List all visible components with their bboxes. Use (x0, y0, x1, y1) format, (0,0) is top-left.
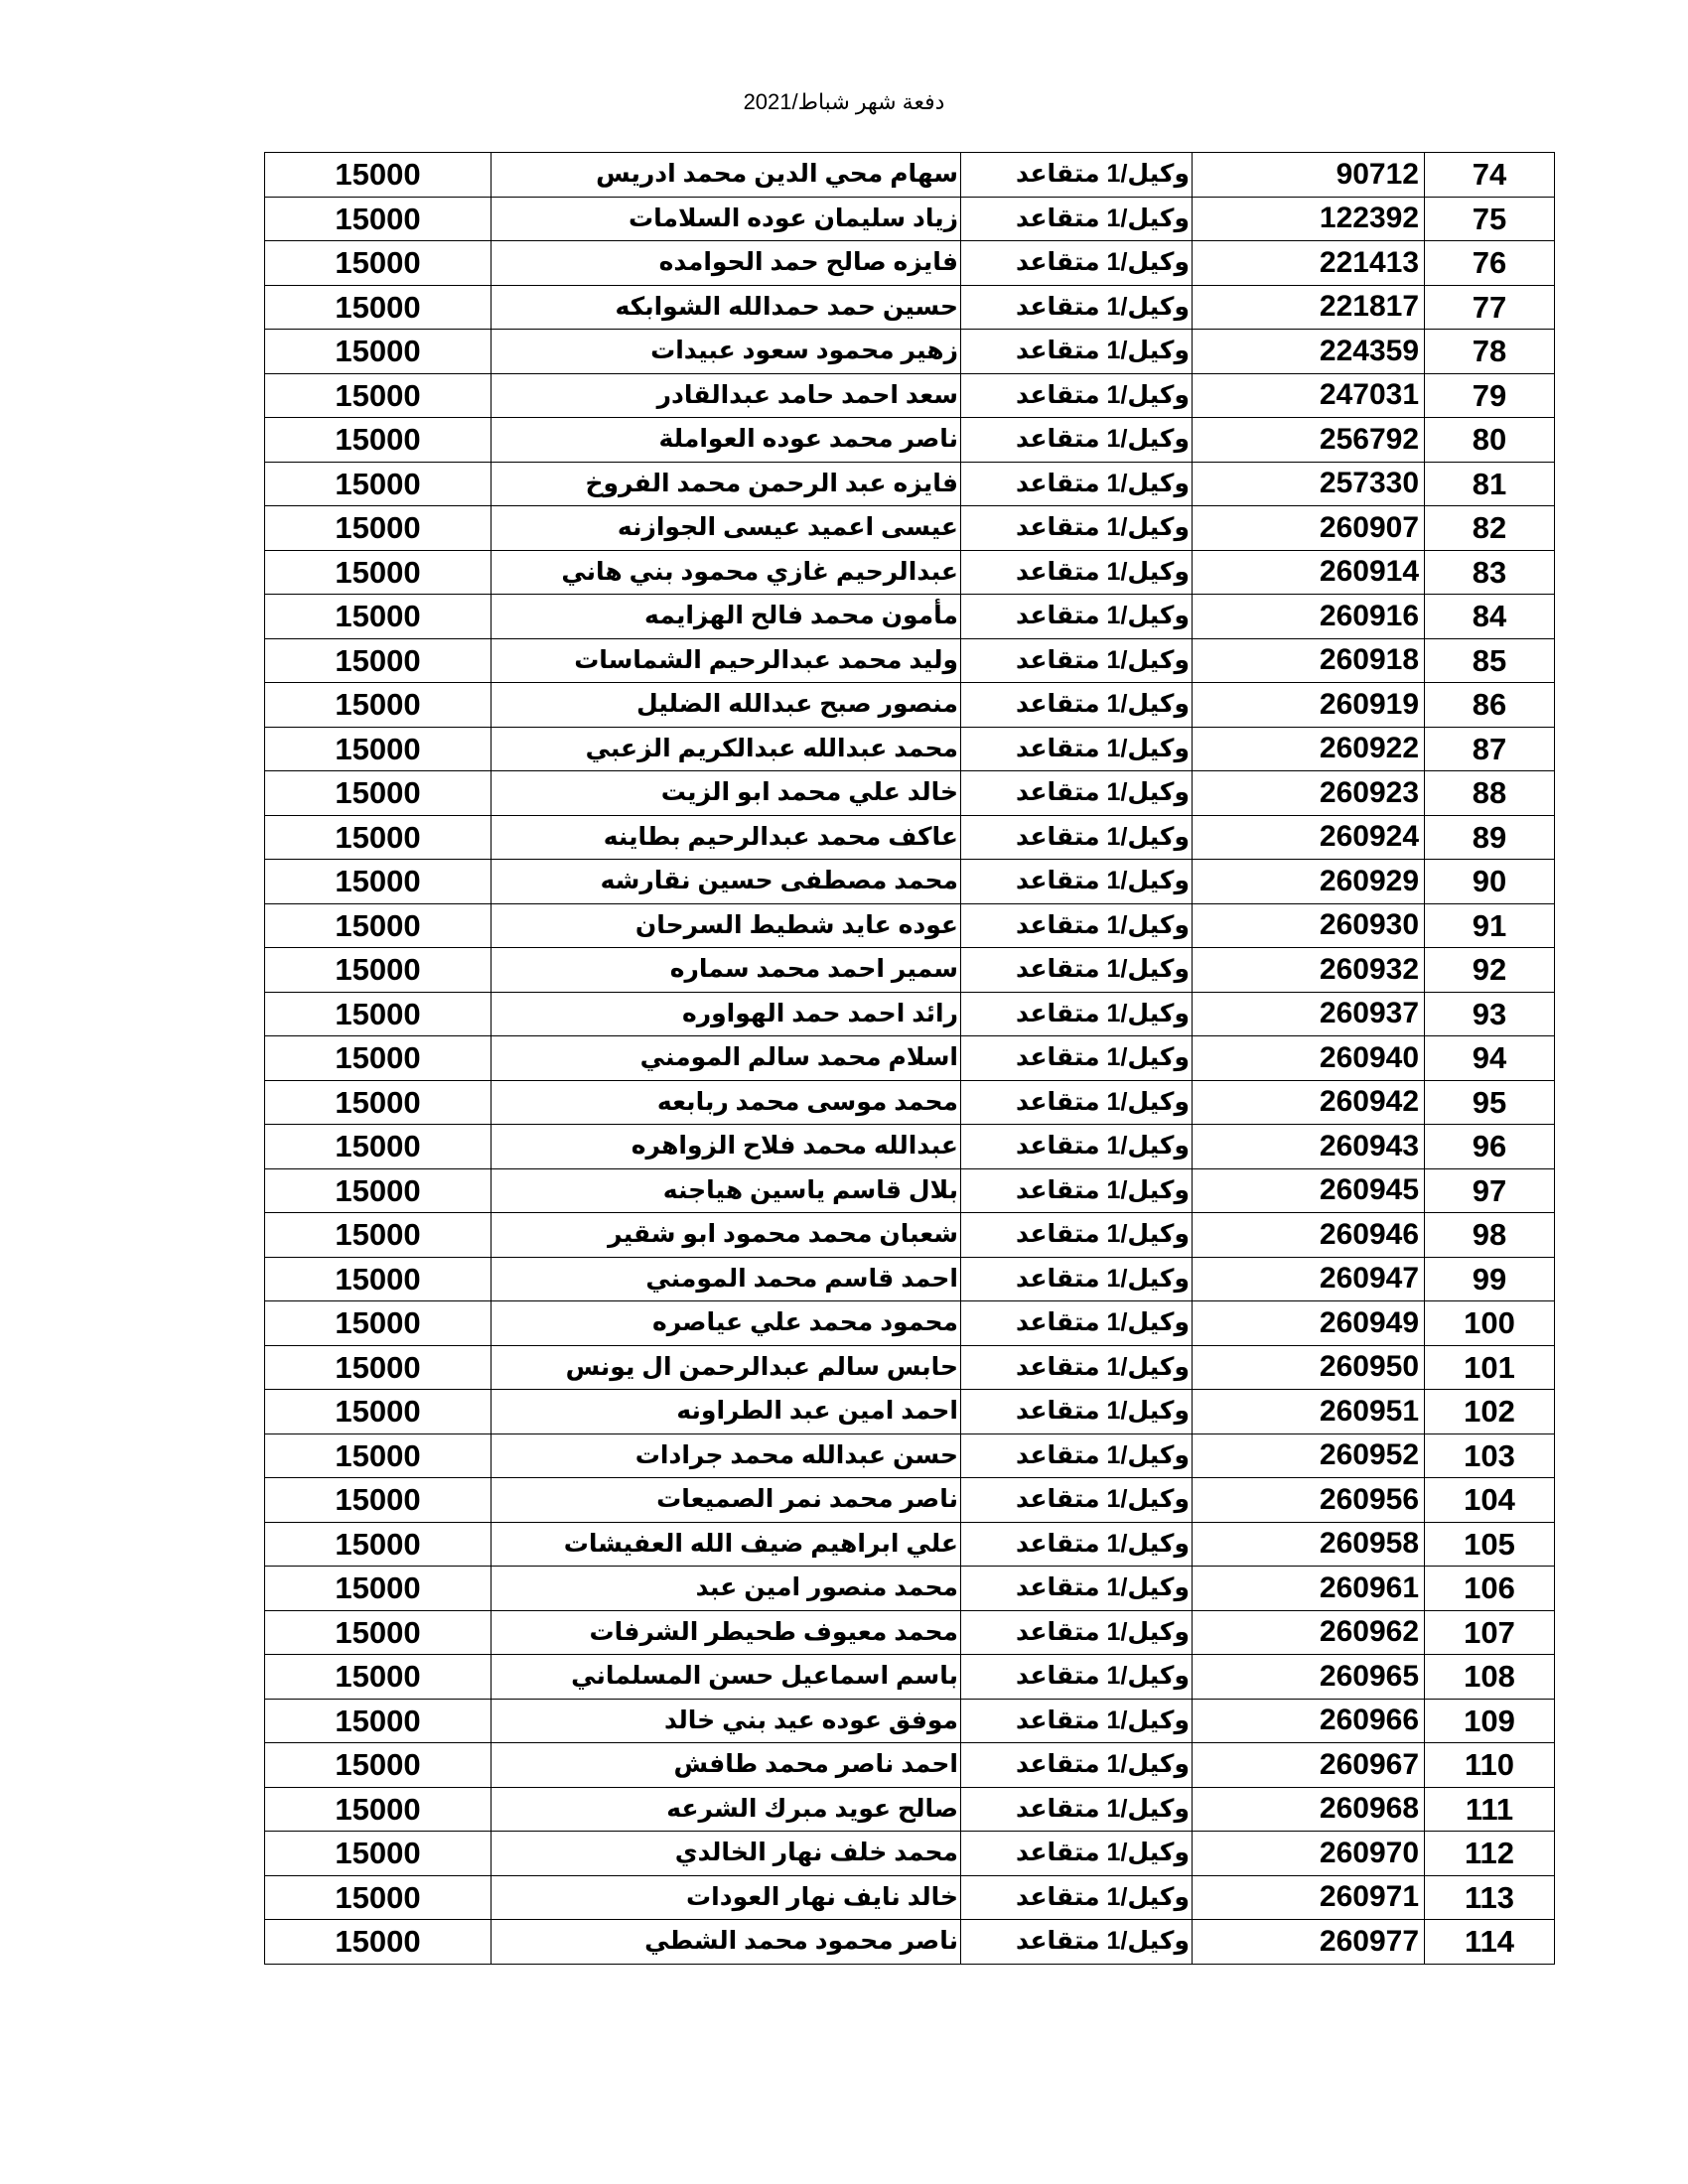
member-id: 260971 (1193, 1875, 1425, 1920)
table-row (265, 285, 1555, 330)
table-row (265, 1301, 1555, 1346)
member-name: اسلام محمد سالم المومني (492, 1036, 961, 1081)
payment-amount: 15000 (265, 550, 492, 595)
member-type: وكيل/1 متقاعد (961, 1655, 1193, 1700)
member-type: وكيل/1 متقاعد (961, 595, 1193, 639)
table-row (265, 771, 1555, 816)
row-number: 105 (1425, 1522, 1555, 1567)
member-id: 257330 (1193, 462, 1425, 506)
row-number: 76 (1425, 241, 1555, 286)
member-id: 90712 (1193, 153, 1425, 198)
member-name: حسين حمد حمدالله الشوابكه (492, 285, 961, 330)
row-number: 104 (1425, 1478, 1555, 1523)
table-row (265, 550, 1555, 595)
member-type: وكيل/1 متقاعد (961, 1567, 1193, 1611)
row-number: 88 (1425, 771, 1555, 816)
payment-amount: 15000 (265, 418, 492, 463)
payment-amount: 15000 (265, 1390, 492, 1434)
member-id: 260942 (1193, 1080, 1425, 1125)
member-id: 260943 (1193, 1125, 1425, 1169)
payment-amount: 15000 (265, 1787, 492, 1832)
member-id: 260907 (1193, 506, 1425, 551)
table-row (265, 860, 1555, 904)
row-number: 80 (1425, 418, 1555, 463)
table-row (265, 1257, 1555, 1301)
payment-amount: 15000 (265, 1875, 492, 1920)
member-name: ناصر محمد نمر الصميعات (492, 1478, 961, 1523)
payment-table-body (265, 153, 1555, 1965)
member-name: فايزه صالح حمد الحوامده (492, 241, 961, 286)
payment-amount: 15000 (265, 595, 492, 639)
member-type: وكيل/1 متقاعد (961, 1610, 1193, 1655)
table-row (265, 1522, 1555, 1567)
table-row (265, 418, 1555, 463)
member-id: 256792 (1193, 418, 1425, 463)
payment-amount: 15000 (265, 462, 492, 506)
table-row (265, 595, 1555, 639)
member-name: محمود محمد علي عياصره (492, 1301, 961, 1346)
payment-amount: 15000 (265, 1345, 492, 1390)
table-row (265, 1610, 1555, 1655)
row-number: 112 (1425, 1832, 1555, 1876)
row-number: 87 (1425, 727, 1555, 771)
row-number: 94 (1425, 1036, 1555, 1081)
row-number: 99 (1425, 1257, 1555, 1301)
table-row (265, 727, 1555, 771)
payment-amount: 15000 (265, 1522, 492, 1567)
member-id: 247031 (1193, 373, 1425, 418)
member-id: 260940 (1193, 1036, 1425, 1081)
member-name: محمد منصور امين عبد (492, 1567, 961, 1611)
row-number: 107 (1425, 1610, 1555, 1655)
table-row (265, 1345, 1555, 1390)
member-name: محمد مصطفى حسين نقارشه (492, 860, 961, 904)
payment-amount: 15000 (265, 506, 492, 551)
payment-table-container (264, 152, 1540, 1965)
table-row (265, 241, 1555, 286)
member-type: وكيل/1 متقاعد (961, 1478, 1193, 1523)
payment-amount: 15000 (265, 1080, 492, 1125)
member-name: احمد امين عبد الطراونه (492, 1390, 961, 1434)
table-row (265, 330, 1555, 374)
payment-amount: 15000 (265, 1920, 492, 1965)
row-number: 95 (1425, 1080, 1555, 1125)
row-number: 93 (1425, 992, 1555, 1036)
row-number: 111 (1425, 1787, 1555, 1832)
member-type: وكيل/1 متقاعد (961, 948, 1193, 993)
member-name: عوده عايد شطيط السرحان (492, 903, 961, 948)
table-row (265, 1433, 1555, 1478)
member-name: باسم اسماعيل حسن المسلماني (492, 1655, 961, 1700)
payment-amount: 15000 (265, 1743, 492, 1788)
member-id: 260947 (1193, 1257, 1425, 1301)
member-name: ناصر محمود محمد الشطي (492, 1920, 961, 1965)
member-name: عاكف محمد عبدالرحيم بطاينه (492, 815, 961, 860)
table-row (265, 903, 1555, 948)
member-type: وكيل/1 متقاعد (961, 1433, 1193, 1478)
member-id: 260962 (1193, 1610, 1425, 1655)
member-type: وكيل/1 متقاعد (961, 550, 1193, 595)
member-name: شعبان محمد محمود ابو شقير (492, 1213, 961, 1258)
payment-amount: 15000 (265, 903, 492, 948)
member-name: وليد محمد عبدالرحيم الشماسات (492, 638, 961, 683)
table-row (265, 1567, 1555, 1611)
member-type: وكيل/1 متقاعد (961, 1213, 1193, 1258)
member-type: وكيل/1 متقاعد (961, 330, 1193, 374)
payment-amount: 15000 (265, 330, 492, 374)
payment-amount: 15000 (265, 1125, 492, 1169)
member-name: سهام محي الدين محمد ادريس (492, 153, 961, 198)
table-row (265, 1832, 1555, 1876)
member-id: 122392 (1193, 197, 1425, 241)
row-number: 98 (1425, 1213, 1555, 1258)
row-number: 101 (1425, 1345, 1555, 1390)
member-name: عيسى اعميد عيسى الجوازنه (492, 506, 961, 551)
member-id: 260929 (1193, 860, 1425, 904)
payment-amount: 15000 (265, 815, 492, 860)
member-id: 221413 (1193, 241, 1425, 286)
table-row (265, 1787, 1555, 1832)
member-id: 260945 (1193, 1168, 1425, 1213)
member-type: وكيل/1 متقاعد (961, 903, 1193, 948)
member-type: وكيل/1 متقاعد (961, 197, 1193, 241)
table-row (265, 638, 1555, 683)
member-type: وكيل/1 متقاعد (961, 1390, 1193, 1434)
member-id: 260916 (1193, 595, 1425, 639)
member-name: مأمون محمد فالح الهزايمه (492, 595, 961, 639)
member-name: علي ابراهيم ضيف الله العفيشات (492, 1522, 961, 1567)
member-name: زياد سليمان عوده السلامات (492, 197, 961, 241)
row-number: 79 (1425, 373, 1555, 418)
member-type: وكيل/1 متقاعد (961, 418, 1193, 463)
member-name: حابس سالم عبدالرحمن ال يونس (492, 1345, 961, 1390)
table-row (265, 1699, 1555, 1743)
table-row (265, 1213, 1555, 1258)
member-type: وكيل/1 متقاعد (961, 1787, 1193, 1832)
row-number: 77 (1425, 285, 1555, 330)
row-number: 106 (1425, 1567, 1555, 1611)
payment-amount: 15000 (265, 638, 492, 683)
table-row (265, 1920, 1555, 1965)
member-name: سعد احمد حامد عبدالقادر (492, 373, 961, 418)
member-name: صالح عويد مبرك الشرعه (492, 1787, 961, 1832)
payment-table (264, 152, 1555, 1965)
member-type: وكيل/1 متقاعد (961, 1301, 1193, 1346)
member-name: ناصر محمد عوده العواملة (492, 418, 961, 463)
payment-amount: 15000 (265, 1213, 492, 1258)
payment-amount: 15000 (265, 683, 492, 728)
payment-amount: 15000 (265, 1036, 492, 1081)
member-name: حسن عبدالله محمد جرادات (492, 1433, 961, 1478)
row-number: 84 (1425, 595, 1555, 639)
payment-amount: 15000 (265, 1301, 492, 1346)
row-number: 102 (1425, 1390, 1555, 1434)
member-type: وكيل/1 متقاعد (961, 1080, 1193, 1125)
member-name: خالد نايف نهار العودات (492, 1875, 961, 1920)
member-name: محمد معيوف طحيطر الشرفات (492, 1610, 961, 1655)
payment-amount: 15000 (265, 1610, 492, 1655)
row-number: 113 (1425, 1875, 1555, 1920)
row-number: 114 (1425, 1920, 1555, 1965)
table-row (265, 1036, 1555, 1081)
member-type: وكيل/1 متقاعد (961, 1257, 1193, 1301)
member-id: 260930 (1193, 903, 1425, 948)
member-id: 260914 (1193, 550, 1425, 595)
member-name: محمد خلف نهار الخالدي (492, 1832, 961, 1876)
row-number: 81 (1425, 462, 1555, 506)
row-number: 90 (1425, 860, 1555, 904)
table-row (265, 1390, 1555, 1434)
payment-amount: 15000 (265, 197, 492, 241)
row-number: 89 (1425, 815, 1555, 860)
member-id: 260922 (1193, 727, 1425, 771)
table-row (265, 197, 1555, 241)
member-name: منصور صبح عبدالله الضليل (492, 683, 961, 728)
member-id: 260958 (1193, 1522, 1425, 1567)
member-type: وكيل/1 متقاعد (961, 1699, 1193, 1743)
row-number: 85 (1425, 638, 1555, 683)
table-row (265, 1875, 1555, 1920)
member-type: وكيل/1 متقاعد (961, 1036, 1193, 1081)
member-id: 260949 (1193, 1301, 1425, 1346)
member-type: وكيل/1 متقاعد (961, 727, 1193, 771)
member-type: وكيل/1 متقاعد (961, 860, 1193, 904)
member-id: 260961 (1193, 1567, 1425, 1611)
member-name: عبدالرحيم غازي محمود بني هاني (492, 550, 961, 595)
member-id: 224359 (1193, 330, 1425, 374)
member-type: وكيل/1 متقاعد (961, 1743, 1193, 1788)
table-row (265, 1168, 1555, 1213)
row-number: 109 (1425, 1699, 1555, 1743)
member-type: وكيل/1 متقاعد (961, 1832, 1193, 1876)
member-id: 221817 (1193, 285, 1425, 330)
member-name: زهير محمود سعود عبيدات (492, 330, 961, 374)
member-type: وكيل/1 متقاعد (961, 462, 1193, 506)
payment-amount: 15000 (265, 1433, 492, 1478)
table-row (265, 1478, 1555, 1523)
member-name: محمد عبدالله عبدالكريم الزعبي (492, 727, 961, 771)
member-name: خالد علي محمد ابو الزيت (492, 771, 961, 816)
member-name: محمد موسى محمد ربابعه (492, 1080, 961, 1125)
row-number: 92 (1425, 948, 1555, 993)
payment-amount: 15000 (265, 1567, 492, 1611)
member-id: 260923 (1193, 771, 1425, 816)
table-row (265, 683, 1555, 728)
member-id: 260968 (1193, 1787, 1425, 1832)
member-type: وكيل/1 متقاعد (961, 241, 1193, 286)
member-type: وكيل/1 متقاعد (961, 1522, 1193, 1567)
member-type: وكيل/1 متقاعد (961, 1920, 1193, 1965)
payment-amount: 15000 (265, 1478, 492, 1523)
table-row (265, 1080, 1555, 1125)
member-name: احمد قاسم محمد المومني (492, 1257, 961, 1301)
member-name: موفق عوده عيد بني خالد (492, 1699, 961, 1743)
member-type: وكيل/1 متقاعد (961, 683, 1193, 728)
row-number: 91 (1425, 903, 1555, 948)
member-id: 260924 (1193, 815, 1425, 860)
member-id: 260919 (1193, 683, 1425, 728)
row-number: 75 (1425, 197, 1555, 241)
row-number: 78 (1425, 330, 1555, 374)
member-name: احمد ناصر محمد طافش (492, 1743, 961, 1788)
row-number: 108 (1425, 1655, 1555, 1700)
member-type: وكيل/1 متقاعد (961, 153, 1193, 198)
member-type: وكيل/1 متقاعد (961, 992, 1193, 1036)
member-id: 260956 (1193, 1478, 1425, 1523)
member-id: 260977 (1193, 1920, 1425, 1965)
payment-amount: 15000 (265, 1699, 492, 1743)
payment-amount: 15000 (265, 153, 492, 198)
member-id: 260946 (1193, 1213, 1425, 1258)
table-row (265, 948, 1555, 993)
table-row (265, 1125, 1555, 1169)
row-number: 100 (1425, 1301, 1555, 1346)
payment-amount: 15000 (265, 948, 492, 993)
member-type: وكيل/1 متقاعد (961, 1125, 1193, 1169)
member-type: وكيل/1 متقاعد (961, 373, 1193, 418)
payment-amount: 15000 (265, 1832, 492, 1876)
payment-amount: 15000 (265, 727, 492, 771)
row-number: 110 (1425, 1743, 1555, 1788)
member-type: وكيل/1 متقاعد (961, 1875, 1193, 1920)
member-type: وكيل/1 متقاعد (961, 815, 1193, 860)
row-number: 97 (1425, 1168, 1555, 1213)
payment-amount: 15000 (265, 373, 492, 418)
member-name: فايزه عبد الرحمن محمد الفروخ (492, 462, 961, 506)
payment-amount: 15000 (265, 241, 492, 286)
member-type: وكيل/1 متقاعد (961, 285, 1193, 330)
payment-amount: 15000 (265, 1257, 492, 1301)
row-number: 83 (1425, 550, 1555, 595)
row-number: 74 (1425, 153, 1555, 198)
row-number: 96 (1425, 1125, 1555, 1169)
payment-amount: 15000 (265, 771, 492, 816)
payment-amount: 15000 (265, 1655, 492, 1700)
member-type: وكيل/1 متقاعد (961, 1345, 1193, 1390)
payment-amount: 15000 (265, 992, 492, 1036)
payment-amount: 15000 (265, 285, 492, 330)
row-number: 86 (1425, 683, 1555, 728)
member-id: 260970 (1193, 1832, 1425, 1876)
page-title: دفعة شهر شباط/2021 (743, 89, 945, 114)
table-row (265, 992, 1555, 1036)
payment-amount: 15000 (265, 1168, 492, 1213)
member-id: 260951 (1193, 1390, 1425, 1434)
member-type: وكيل/1 متقاعد (961, 1168, 1193, 1213)
table-row (265, 506, 1555, 551)
member-id: 260965 (1193, 1655, 1425, 1700)
member-id: 260950 (1193, 1345, 1425, 1390)
member-name: بلال قاسم ياسين هياجنه (492, 1168, 961, 1213)
table-row (265, 1655, 1555, 1700)
member-type: وكيل/1 متقاعد (961, 771, 1193, 816)
row-number: 82 (1425, 506, 1555, 551)
payment-amount: 15000 (265, 860, 492, 904)
member-name: رائد احمد حمد الهواوره (492, 992, 961, 1036)
member-id: 260918 (1193, 638, 1425, 683)
table-row (265, 462, 1555, 506)
member-id: 260966 (1193, 1699, 1425, 1743)
member-name: عبدالله محمد فلاح الزواهره (492, 1125, 961, 1169)
member-id: 260967 (1193, 1743, 1425, 1788)
row-number: 103 (1425, 1433, 1555, 1478)
member-type: وكيل/1 متقاعد (961, 638, 1193, 683)
member-id: 260937 (1193, 992, 1425, 1036)
member-id: 260932 (1193, 948, 1425, 993)
table-row (265, 815, 1555, 860)
table-row (265, 373, 1555, 418)
member-id: 260952 (1193, 1433, 1425, 1478)
member-type: وكيل/1 متقاعد (961, 506, 1193, 551)
table-row (265, 1743, 1555, 1788)
table-row (265, 153, 1555, 198)
member-name: سمير احمد محمد سماره (492, 948, 961, 993)
